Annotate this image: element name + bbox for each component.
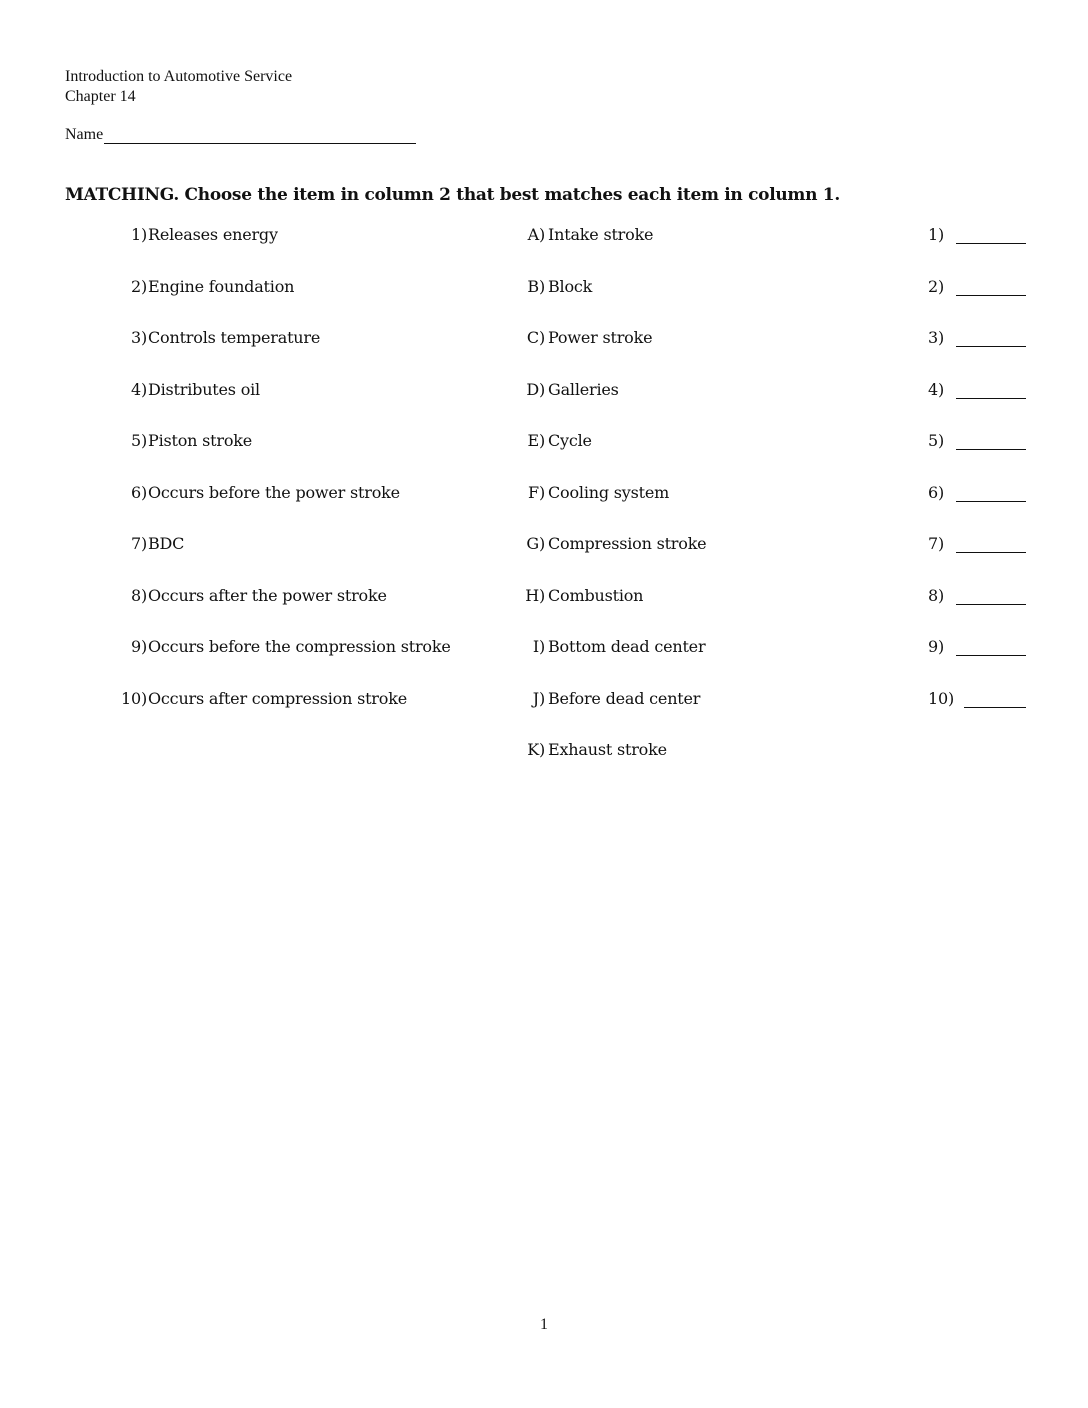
answer-label: 6) xyxy=(928,482,945,502)
answer-label: 3) xyxy=(928,328,945,347)
answer-label: 8) xyxy=(928,585,945,605)
col1-item-text: Engine foundation xyxy=(148,276,295,296)
answer-label: 10) xyxy=(928,688,955,708)
col2-item-letter: C) xyxy=(526,328,545,347)
col2-item-text: Cooling system xyxy=(548,482,670,502)
answer-blank[interactable] xyxy=(964,707,1026,708)
col2-item-text: Compression stroke xyxy=(548,534,707,553)
col2-item-letter: D) xyxy=(526,379,545,399)
course-title: Introduction to Automotive Service xyxy=(65,68,293,85)
col2-item-text: Power stroke xyxy=(548,328,653,347)
name-label: Name xyxy=(65,126,104,143)
col2-item-letter: K) xyxy=(527,740,545,759)
col1-item-text: Piston stroke xyxy=(148,431,253,450)
col2-item-letter: E) xyxy=(527,431,545,450)
answer-blank[interactable] xyxy=(956,449,1026,450)
col1-item-number: 9) xyxy=(130,637,147,656)
col2-item-text: Combustion xyxy=(548,585,644,605)
col1-item-number: 10) xyxy=(120,688,147,708)
instructions: MATCHING. Choose the item in column 2 that best matches each item in column 1. xyxy=(65,185,840,205)
answer-blank[interactable] xyxy=(956,655,1026,656)
answer-label: 2) xyxy=(928,276,945,296)
col1-item-text: BDC xyxy=(148,534,185,553)
answer-blank[interactable] xyxy=(956,552,1026,553)
answer-label: 5) xyxy=(928,431,945,450)
answer-label: 4) xyxy=(928,379,945,399)
col2-item-text: Bottom dead center xyxy=(548,637,706,656)
col2-item-letter: A) xyxy=(527,225,545,244)
col1-item-number: 4) xyxy=(130,379,147,399)
col2-item-letter: J) xyxy=(532,688,545,708)
name-field-row xyxy=(65,125,416,144)
col1-item-text: Occurs before the compression stroke xyxy=(148,637,451,656)
col2-item-text: Exhaust stroke xyxy=(548,740,667,759)
col2-item-text: Galleries xyxy=(548,379,619,399)
answer-blank[interactable] xyxy=(956,243,1026,244)
answer-blank[interactable] xyxy=(956,604,1026,605)
col1-item-text: Occurs after the power stroke xyxy=(148,585,387,605)
answer-label: 7) xyxy=(928,534,945,553)
answer-label: 1) xyxy=(928,225,945,244)
page-number: 1 xyxy=(540,1316,548,1333)
col2-item-letter: G) xyxy=(526,534,545,553)
col1-item-number: 6) xyxy=(130,482,147,502)
col1-item-number: 5) xyxy=(130,431,147,450)
col2-item-letter: F) xyxy=(528,482,545,502)
answer-blank[interactable] xyxy=(956,295,1026,296)
col2-item-text: Intake stroke xyxy=(548,225,654,244)
answer-blank[interactable] xyxy=(956,501,1026,502)
col1-item-number: 2) xyxy=(130,276,147,296)
col1-item-number: 3) xyxy=(130,328,147,347)
col1-item-text: Occurs before the power stroke xyxy=(148,482,400,502)
answer-label: 9) xyxy=(928,637,945,656)
col1-item-text: Distributes oil xyxy=(148,379,260,399)
col1-item-number: 1) xyxy=(130,225,147,244)
col1-item-text: Controls temperature xyxy=(148,328,321,347)
col1-item-text: Occurs after compression stroke xyxy=(148,688,407,708)
col2-item-letter: I) xyxy=(532,637,545,656)
col1-item-number: 8) xyxy=(130,585,147,605)
col2-item-text: Block xyxy=(548,276,593,296)
chapter-label: Chapter 14 xyxy=(65,88,136,105)
col1-item-number: 7) xyxy=(130,534,147,553)
answer-blank[interactable] xyxy=(956,398,1026,399)
col2-item-text: Before dead center xyxy=(548,688,701,708)
answer-blank[interactable] xyxy=(956,346,1026,347)
col2-item-text: Cycle xyxy=(548,431,592,450)
name-blank[interactable] xyxy=(104,126,416,144)
col1-item-text: Releases energy xyxy=(148,225,278,244)
col2-item-letter: H) xyxy=(525,585,545,605)
col2-item-letter: B) xyxy=(527,276,545,296)
